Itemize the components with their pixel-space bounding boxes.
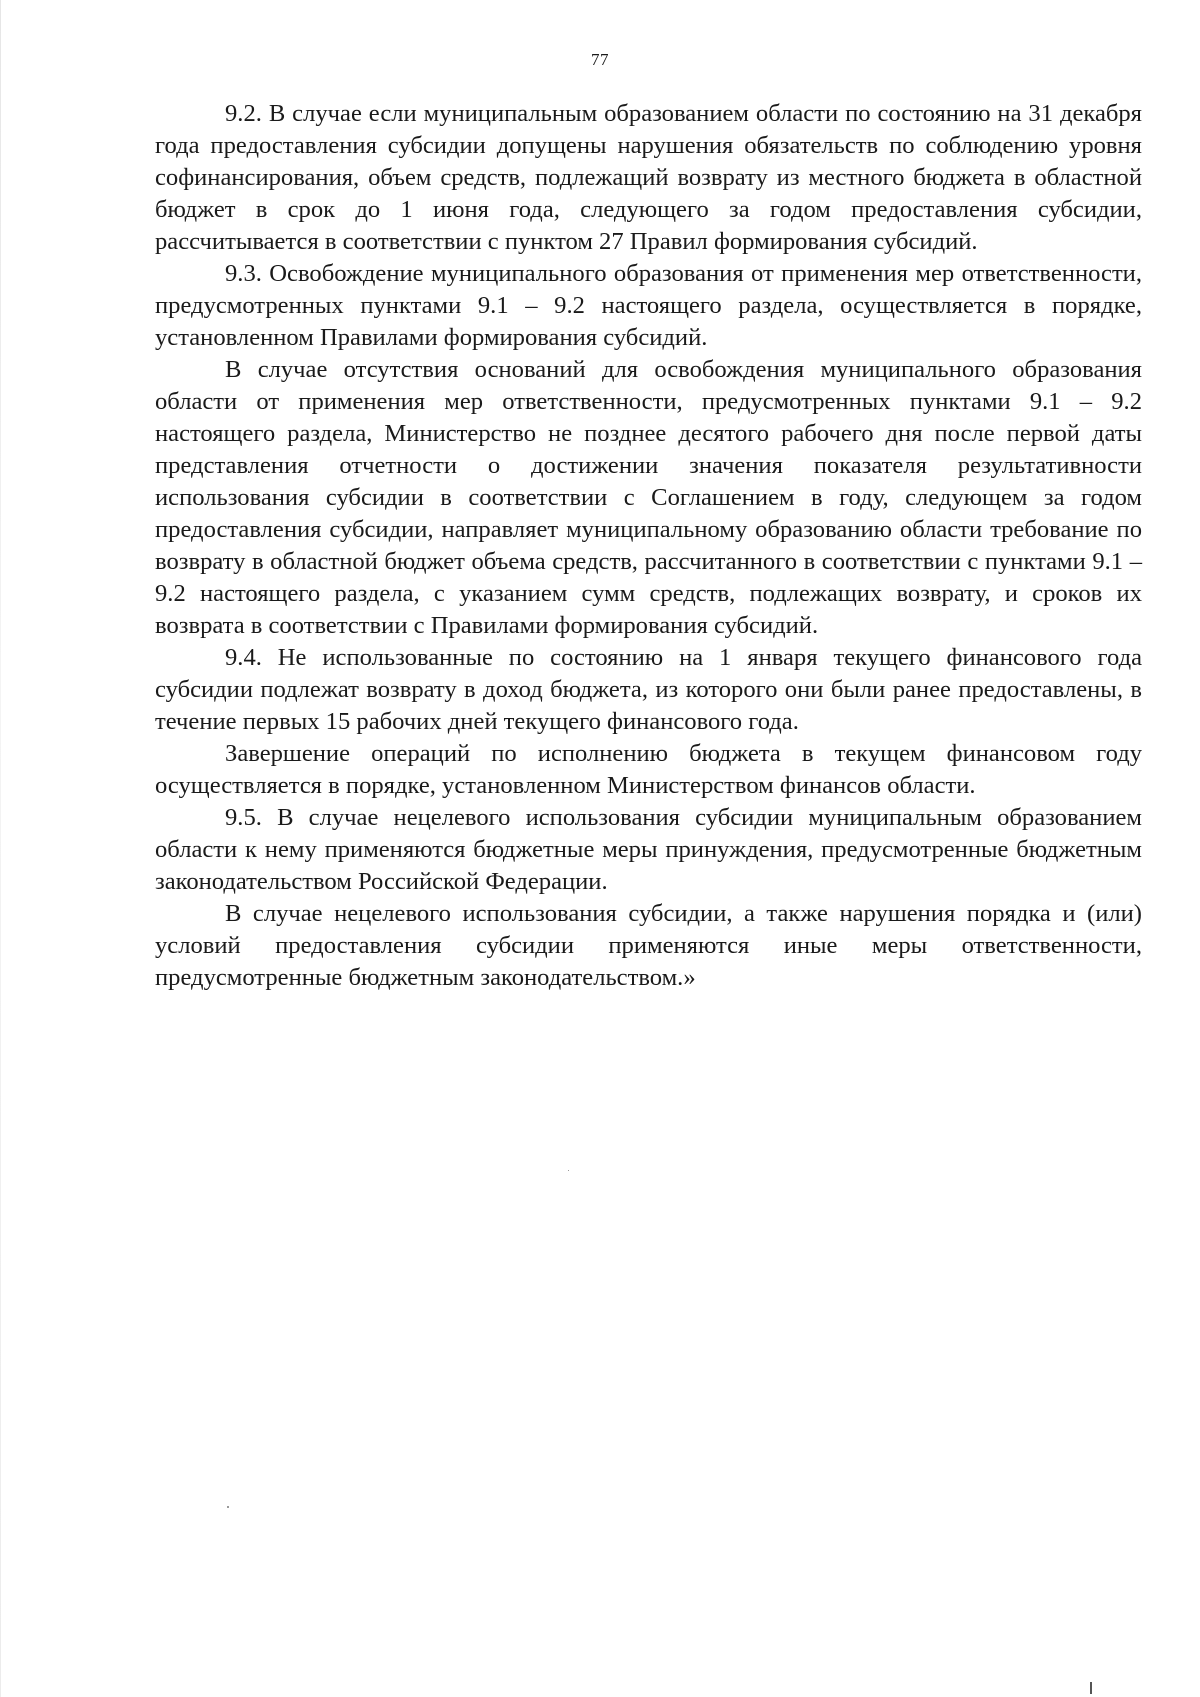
paragraph-9-4-continuation: Завершение операций по исполнению бюджета в текущем финансовом году осуществляется в порядке, установленном Министерством финансов области. xyxy=(155,740,1142,799)
page-number: 77 xyxy=(591,50,609,69)
document-body xyxy=(155,98,1142,994)
scan-speck xyxy=(1090,1682,1092,1694)
paragraph-9-3-continuation: В случае отсутствия оснований для освобождения муниципального образования области от применения мер ответственности, предусмотренных пунктами 9.1 – 9.2 настоящего раздела, Министерство не позднее десятого рабочего дня после первой даты представления отчетности о достижении значения показателя результативности использования субсидии в соответствии с Соглашением в году, следующем за годом предоставления субсидии, направляет муниципальному образованию области требование по возврату в областной бюджет объема средств, рассчитанного в соответствии с пунктами 9.1 – 9.2 настоящего раздела, с указанием сумм средств, подлежащих возврату, и сроков их возврата в соответствии с Правилами формирования субсидий. xyxy=(155,356,1142,639)
paragraph-9-5-continuation: В случае нецелевого использования субсидии, а также нарушения порядка и (или) условий предоставления субсидии применяются иные меры ответственности, предусмотренные бюджетным законодательством.» xyxy=(155,900,1142,991)
paragraph-9-5: 9.5. В случае нецелевого использования субсидии муниципальным образованием области к нему применяются бюджетные меры принуждения, предусмотренные бюджетным законодательством Российской Федерации. xyxy=(155,804,1142,895)
paragraph-9-4: 9.4. Не использованные по состоянию на 1 января текущего финансового года субсидии подлежат возврату в доход бюджета, из которого они были ранее предоставлены, в течение первых 15 рабочих дней текущего финансового года. xyxy=(155,644,1142,735)
paragraph-9-2: 9.2. В случае если муниципальным образованием области по состоянию на 31 декабря года предоставления субсидии допущены нарушения обязательств по соблюдению уровня софинансирования, объем средств, подлежащий возврату из местного бюджета в областной бюджет в срок до 1 июня года, следующего за годом предоставления субсидии, рассчитывается в соответствии с пунктом 27 Правил формирования субсидий. xyxy=(155,100,1142,255)
scan-edge xyxy=(0,0,1,1697)
scan-speck xyxy=(568,1170,569,1171)
paragraph-9-3: 9.3. Освобождение муниципального образования от применения мер ответственности, предусмотренных пунктами 9.1 – 9.2 настоящего раздела, осуществляется в порядке, установленном Правилами формирования субсидий. xyxy=(155,260,1142,351)
scan-speck xyxy=(227,1506,229,1508)
